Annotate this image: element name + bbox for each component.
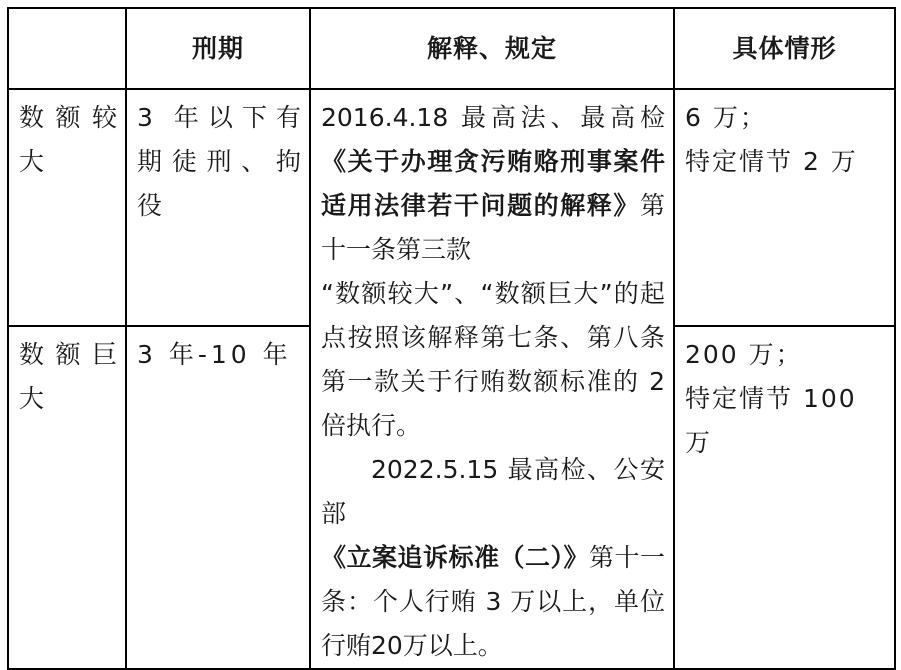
interpretation-p1-pre: 2016.4.18 最高法、最高检 (321, 103, 665, 132)
table-row (8, 89, 895, 326)
level-cell: 数额巨大 (8, 326, 126, 669)
term-cell: 3 年以下有期徒刑、拘役 (126, 89, 310, 326)
header-row (8, 8, 895, 89)
interpretation-p2-post: 第十一条：个人行贿 3 万以上，单位行贿20万以上。 (321, 543, 665, 660)
interpretation-p1-post: 第十一条第三款 (321, 191, 665, 264)
interpretation-p2-pre: 2022.5.15 最高检、公安部 (321, 455, 665, 528)
interpretation-p2-cont (321, 543, 665, 660)
interpretation-p1-title: 《关于办理贪污贿赂刑事案件适用法律若干问题的解释》 (321, 147, 665, 220)
header-term: 刑期 (126, 8, 310, 89)
interpretation-p1-body: “数额较大”、“数额巨大”的起点按照该解释第七条、第八条第一款关于行贿数额标准的 2 倍执行。 (321, 279, 665, 440)
interpretation-cell (310, 89, 674, 669)
situation-cell (674, 89, 895, 326)
header-situation: 具体情形 (674, 8, 895, 89)
level-cell: 数额较大 (8, 89, 126, 326)
header-empty (8, 8, 126, 89)
situation-line: 6 万； (685, 103, 767, 132)
interpretation-p2-title: 《立案追诉标准（二）》 (321, 543, 589, 572)
term-cell: 3 年-10 年 (126, 326, 310, 669)
interpretation-p2 (321, 448, 665, 536)
legal-table (7, 7, 896, 670)
situation-line: 特定情节 2 万 (685, 147, 858, 176)
header-interpretation: 解释、规定 (310, 8, 674, 89)
situation-line: 200 万； (685, 339, 803, 369)
situation-cell (674, 326, 895, 669)
situation-line: 特定情节 100 万 (685, 383, 857, 457)
